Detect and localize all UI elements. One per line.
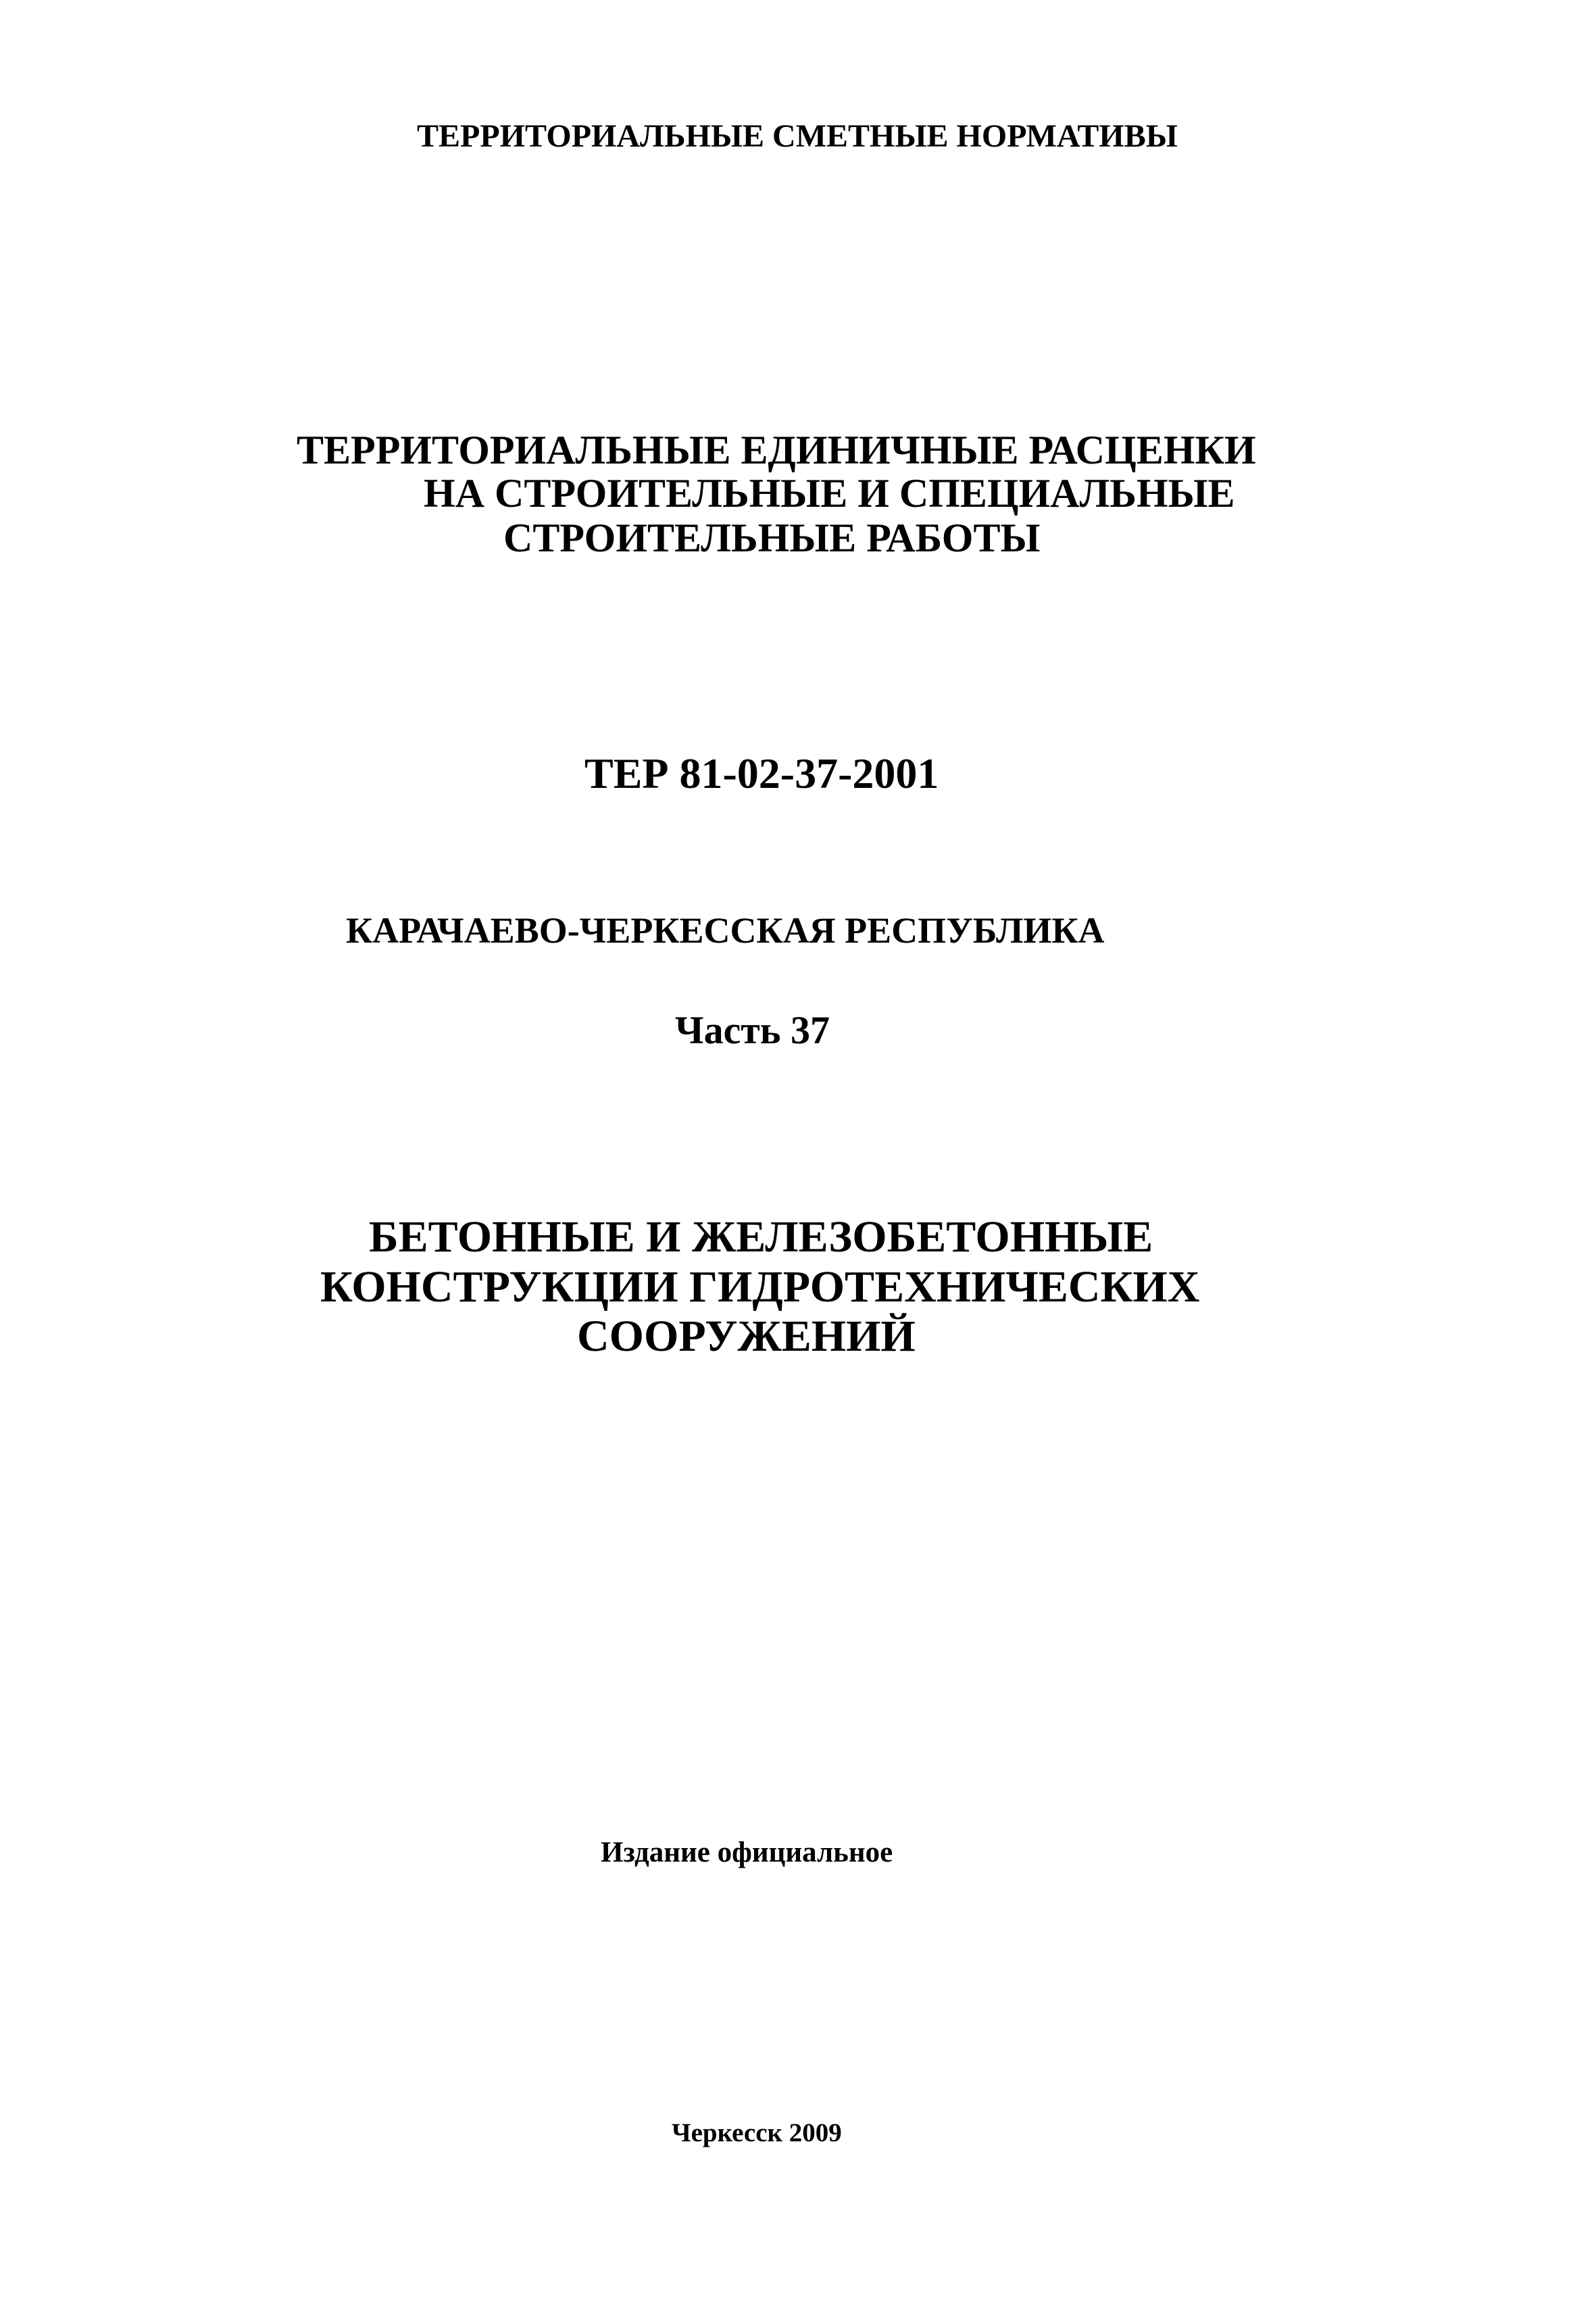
title-line: СТРОИТЕЛЬНЫЕ РАБОТЫ <box>503 516 1041 560</box>
part-number: Часть 37 <box>675 1008 830 1052</box>
document-code: ТЕР 81-02-37-2001 <box>584 749 939 797</box>
header-text: ТЕРРИТОРИАЛЬНЫЕ СМЕТНЫЕ НОРМАТИВЫ <box>417 118 1178 154</box>
place-year: Черкесск 2009 <box>672 2118 842 2147</box>
region-name: КАРАЧАЕВО-ЧЕРКЕССКАЯ РЕСПУБЛИКА <box>346 910 1105 951</box>
title-line: НА СТРОИТЕЛЬНЫЕ И СПЕЦИАЛЬНЫЕ <box>424 471 1235 516</box>
title-line: ТЕРРИТОРИАЛЬНЫЕ ЕДИНИЧНЫЕ РАСЦЕНКИ <box>297 428 1256 472</box>
subject-line: БЕТОННЫЕ И ЖЕЛЕЗОБЕТОННЫЕ <box>369 1212 1153 1262</box>
subject-line: СООРУЖЕНИЙ <box>577 1312 916 1361</box>
subject-line: КОНСТРУКЦИИ ГИДРОТЕХНИЧЕСКИХ <box>320 1262 1200 1312</box>
edition-label: Издание официальное <box>601 1837 893 1868</box>
